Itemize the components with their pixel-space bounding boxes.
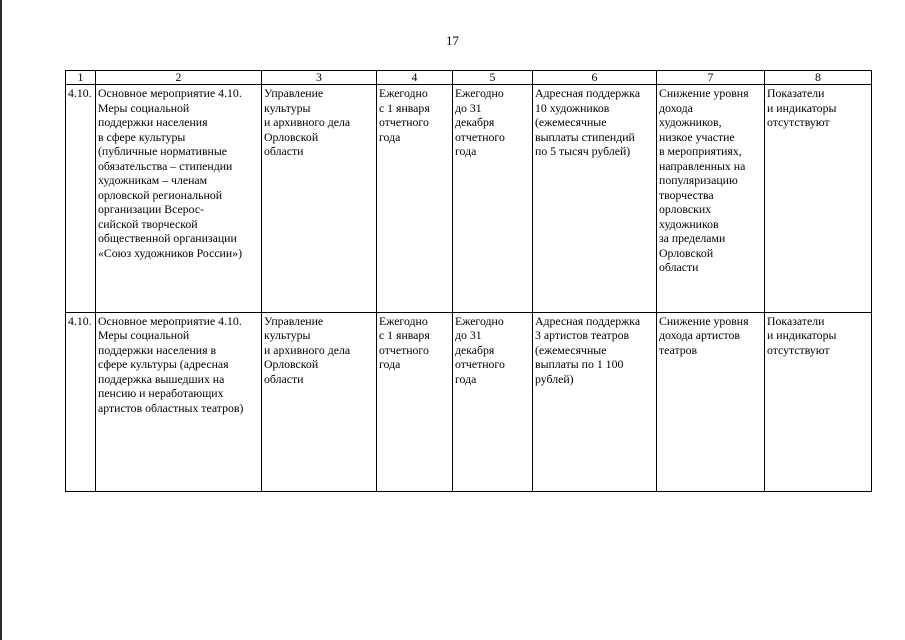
cell-expected-result: Адресная поддержка 3 артистов театров (ежемесячные выплаты по 1 100 рублей) [533, 312, 657, 491]
cell-consequences: Снижение уровня дохода художников, низкое участие в мероприятиях, направленных на популяризацию творчества орловских художников за пределами Орловской области [657, 85, 765, 313]
table-row [66, 312, 872, 491]
column-header: 5 [453, 71, 533, 85]
page-number: 17 [446, 33, 459, 48]
cell-measure: Основное мероприятие 4.10. Меры социальной поддержки населения в сфере культуры (публичные нормативные обязательства – стипендии художникам – членам орловской региональной организации Всерос- сийской творческой общественной организации «Союз художников России») [96, 85, 262, 313]
column-header: 2 [96, 71, 262, 85]
column-header: 8 [765, 71, 872, 85]
cell-executor: Управление культуры и архивного дела Орловской области [262, 312, 377, 491]
table-header-row [66, 71, 872, 85]
cell-end-date: Ежегодно до 31 декабря отчетного года [453, 85, 533, 313]
cell-indicators: Показатели и индикаторы отсутствуют [765, 85, 872, 313]
scan-left-edge [0, 0, 2, 640]
column-header: 6 [533, 71, 657, 85]
table-row [66, 85, 872, 313]
cell-measure: Основное мероприятие 4.10. Меры социальной поддержки населения в сфере культуры (адресная поддержка вышедших на пенсию и неработающих артистов областных театров) [96, 312, 262, 491]
measures-table [65, 70, 872, 492]
cell-expected-result: Адресная поддержка 10 художников (ежемесячные выплаты стипендий по 5 тысяч рублей) [533, 85, 657, 313]
cell-end-date: Ежегодно до 31 декабря отчетного года [453, 312, 533, 491]
cell-indicators: Показатели и индикаторы отсутствуют [765, 312, 872, 491]
cell-executor: Управление культуры и архивного дела Орловской области [262, 85, 377, 313]
cell-number: 4.10. [66, 312, 96, 491]
cell-start-date: Ежегодно с 1 января отчетного года [377, 312, 453, 491]
column-header: 7 [657, 71, 765, 85]
column-header: 1 [66, 71, 96, 85]
cell-consequences: Снижение уровня дохода артистов театров [657, 312, 765, 491]
cell-start-date: Ежегодно с 1 января отчетного года [377, 85, 453, 313]
column-header: 4 [377, 71, 453, 85]
column-header: 3 [262, 71, 377, 85]
cell-number: 4.10. [66, 85, 96, 313]
